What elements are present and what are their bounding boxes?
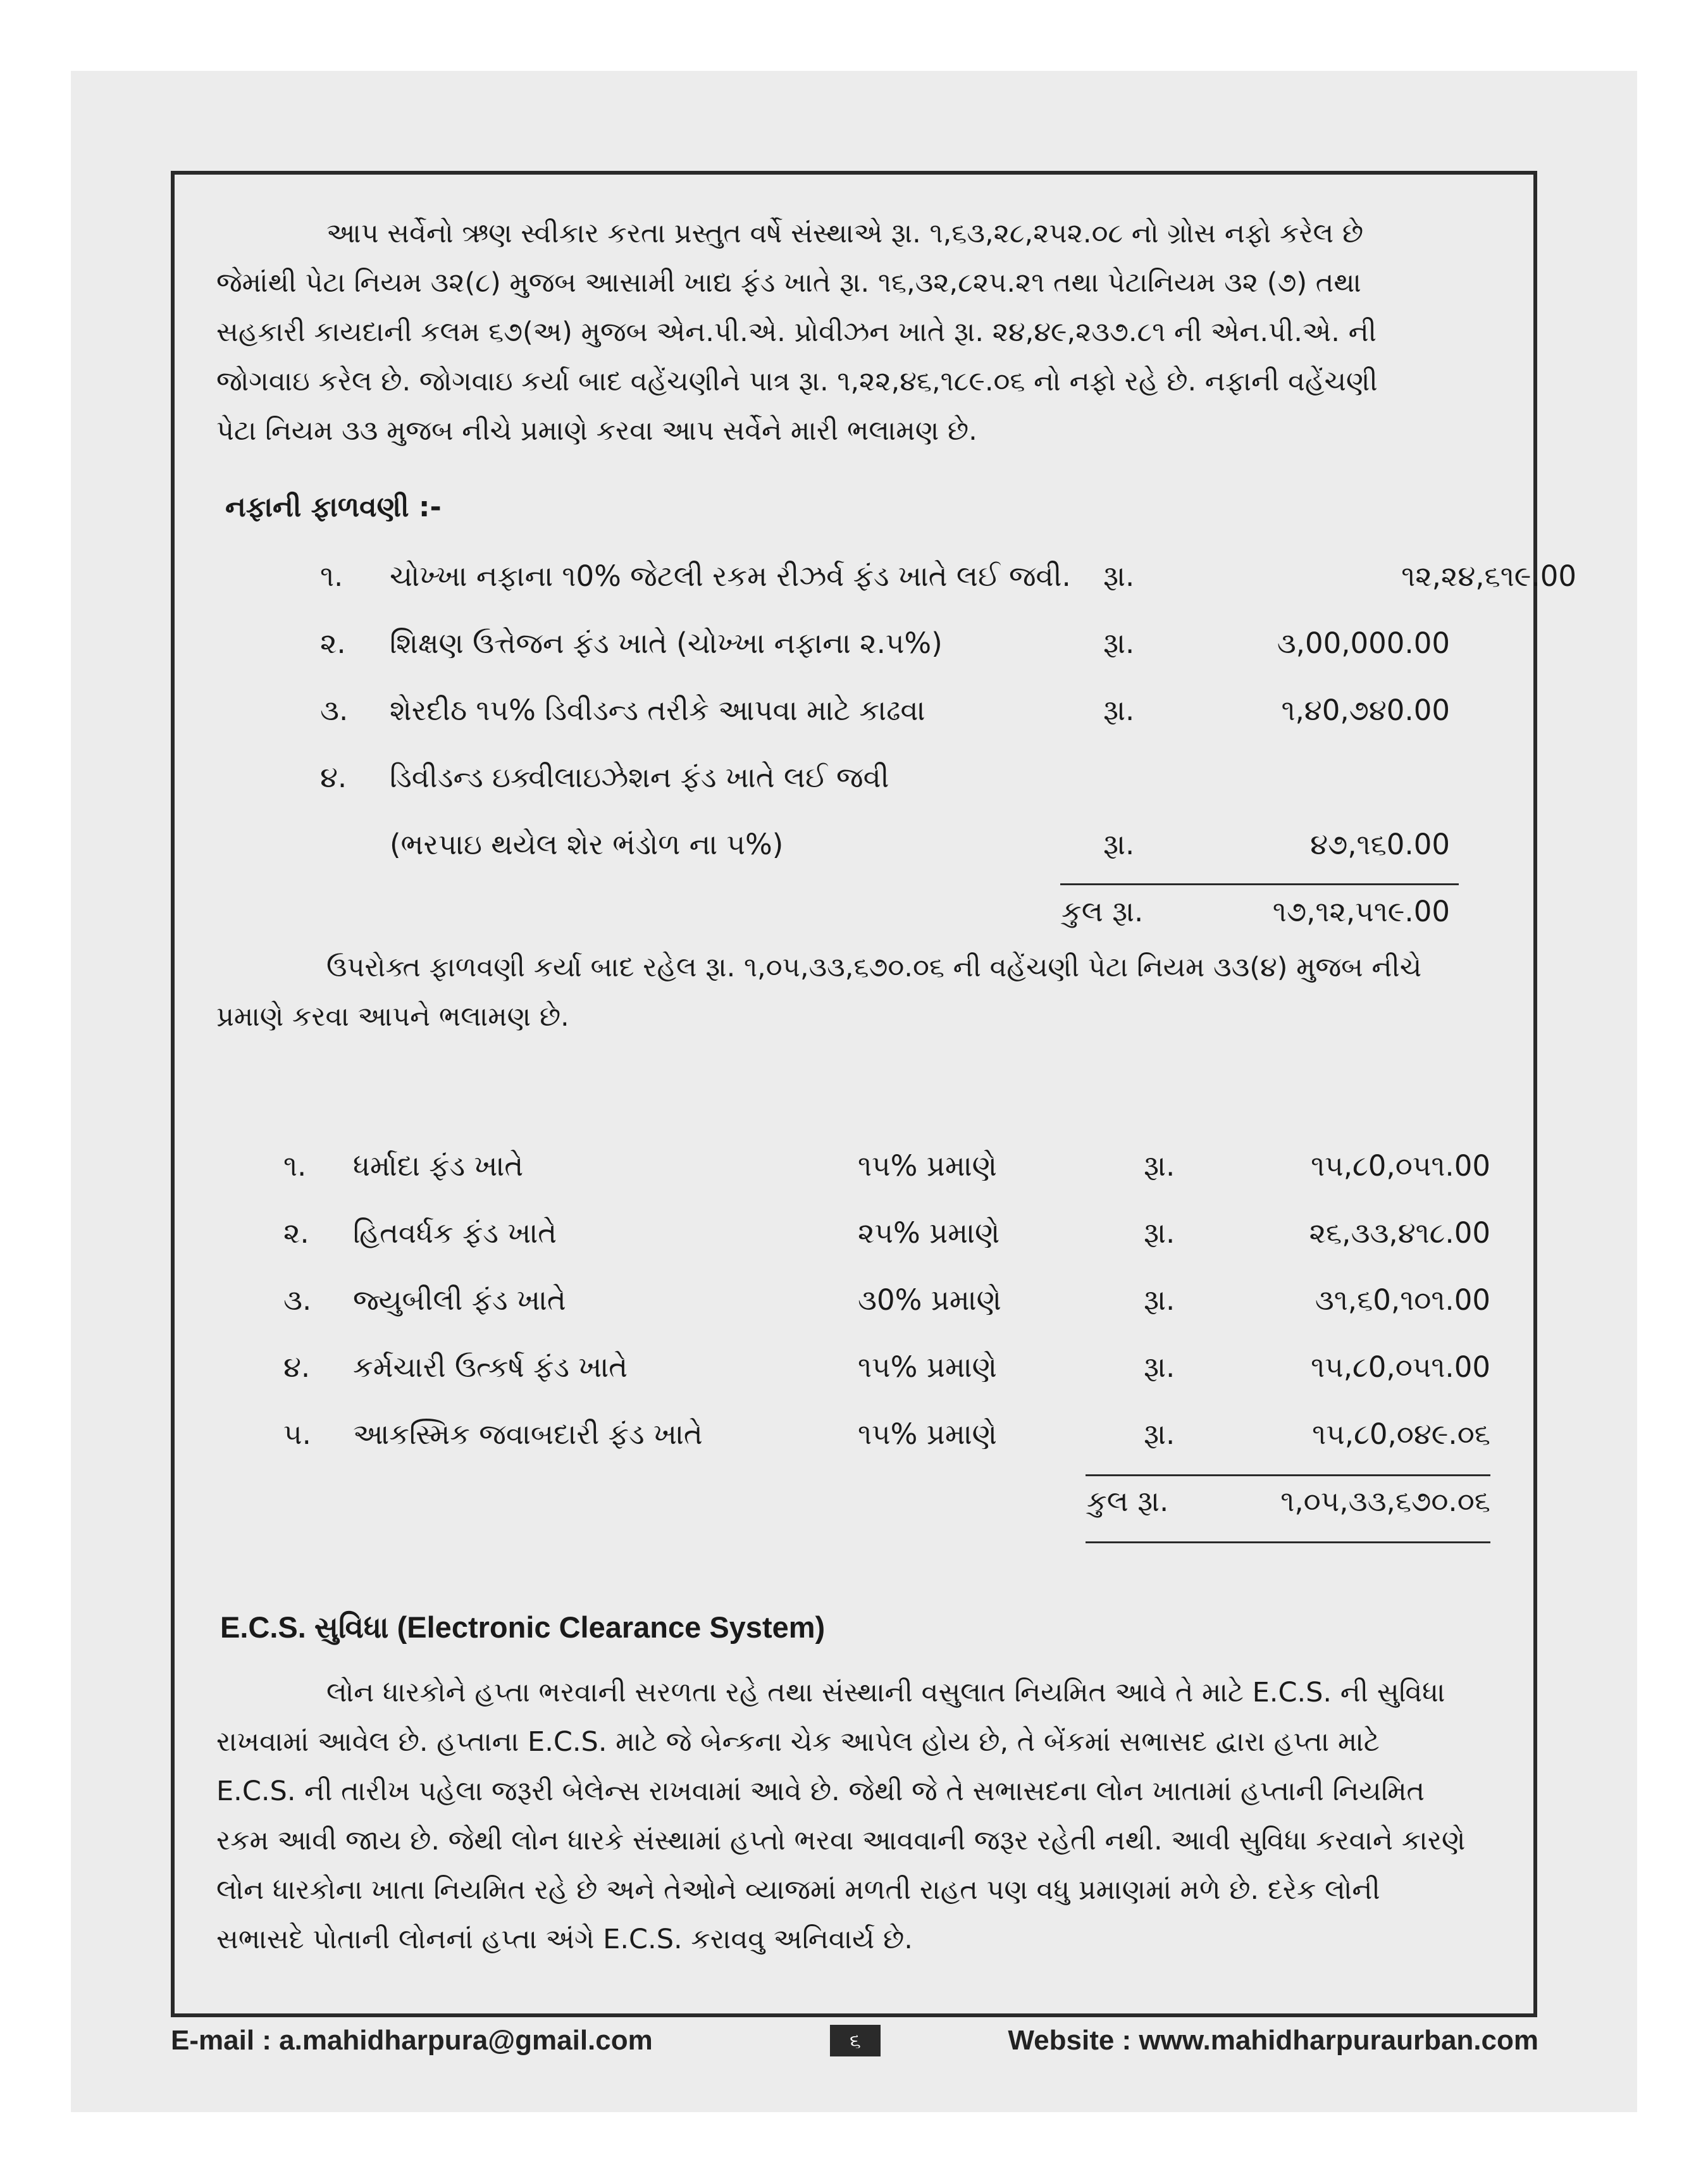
intro-paragraph (216, 209, 1499, 456)
intro-line: જેમાંથી પેટા નિયમ ૩૨(૮) મુજબ આસામી ખાદ્ય ફંડ ખાતે રૂા. ૧૬,૩૨,૮૨૫.૨૧ તથા પેટાનિયમ ૩૨ (૭) તથા (216, 267, 1361, 299)
row-currency: રૂા. (1144, 1216, 1175, 1250)
row-number: ૧. (283, 1149, 307, 1183)
ecs-line: E.C.S. ની તારીખ પહેલા જરૂરી બેલેન્સ રાખવામાં આવે છે. જેથી જે તે સભાસદના લોન ખાતામાં હપ્તાની નિયમિત (216, 1776, 1425, 1807)
row-description: ડિવીડન્ડ ઇક્વીલાઇઝેશન ફંડ ખાતે લઈ જવી (390, 761, 889, 794)
row-amount: ૪૭,૧૬0.00 (1310, 828, 1450, 861)
row-number: ૩. (283, 1283, 312, 1317)
appropriation-heading: નફાની ફાળવણી :- (225, 491, 442, 523)
row-number: ૨. (283, 1216, 309, 1250)
intro-line: આપ સર્વેનો ઋણ સ્વીકાર કરતા પ્રસ્તુત વર્ષે સંસ્થાએ રૂા. ૧,૬૩,૨૮,૨૫૨.૦૮ નો ગ્રોસ નફો કરેલ છે (326, 218, 1364, 249)
row-description: જ્યુબીલી ફંડ ખાતે (353, 1283, 566, 1317)
row-percentage: ૨૫% પ્રમાણે (858, 1216, 1000, 1250)
row-percentage: ૧૫% પ્રમાણે (858, 1417, 997, 1451)
total-underline (1086, 1541, 1490, 1543)
intro-line: સહકારી કાયદાની કલમ ૬૭(અ) મુજબ એન.પી.એ. પ્રોવીઝન ખાતે રૂા. ૨૪,૪૯,૨૩૭.૮૧ ની એન.પી.એ. ની (216, 316, 1377, 348)
row-currency: રૂા. (1144, 1417, 1175, 1451)
row-description: શેરદીઠ ૧૫% ડિવીડન્ડ તરીકે આપવા માટે કાઢવા (390, 693, 925, 727)
total-label: કુલ રૂા. (1061, 895, 1144, 928)
ecs-line: રાખવામાં આવેલ છે. હપ્તાના E.C.S. માટે જે બેન્કના ચેક આપેલ હોય છે, તે બેંકમાં સભાસદ દ્વારા હપ્તા માટે (216, 1726, 1380, 1758)
ecs-heading: E.C.S. સુવિધા (Electronic Clearance System) (220, 1610, 826, 1644)
total-amount: ૧૭,૧૨,૫૧૯.00 (1272, 895, 1450, 928)
row-number: ૩. (320, 693, 349, 727)
row-amount: ૧૫,૮0,૦૫૧.00 (1311, 1350, 1490, 1384)
ecs-line: રકમ આવી જાય છે. જેથી લોન ધારકે સંસ્થામાં હપ્તો ભરવા આવવાની જરૂર રહેતી નથી. આવી સુવિધા કરવાને કારણે (216, 1825, 1466, 1856)
total-rule (1086, 1474, 1490, 1476)
row-description: ધર્માદા ફંડ ખાતે (353, 1149, 524, 1183)
intro-line: જોગવાઇ કરેલ છે. જોગવાઇ કર્યા બાદ વહેંચણીને પાત્ર રૂા. ૧,૨૨,૪૬,૧૮૯.૦૬ નો નફો રહે છે. નફાની વહેંચણી (216, 366, 1378, 397)
row-percentage: ૧૫% પ્રમાણે (858, 1149, 997, 1183)
content-frame (171, 171, 1576, 2017)
row-description: આકસ્મિક જવાબદારી ફંડ ખાતે (353, 1417, 703, 1451)
total-label: કુલ રૂા. (1087, 1484, 1169, 1518)
row-description: હિતવર્ધક ફંડ ખાતે (353, 1216, 557, 1250)
row-percentage: ૩0% પ્રમાણે (858, 1283, 1001, 1317)
distribution-line: પ્રમાણે કરવા આપને ભલામણ છે. (216, 1001, 569, 1033)
row-number: ૨. (320, 626, 346, 660)
distribution-paragraph (216, 943, 1499, 1042)
row-currency: રૂા. (1103, 828, 1135, 861)
ecs-line: સભાસદે પોતાની લોનનાં હપ્તા અંગે E.C.S. કરાવવુ અનિવાર્ય છે. (216, 1924, 913, 1955)
row-currency: રૂા. (1144, 1283, 1175, 1317)
row-amount: ૧૫,૮0,૦૪૯.૦૬ (1312, 1417, 1490, 1451)
row-number: ૫. (283, 1417, 311, 1451)
row-currency: રૂા. (1144, 1350, 1175, 1384)
row-description: ચોખ્ખા નફાના ૧0% જેટલી રકમ રીઝર્વ ફંડ ખાતે લઈ જવી. (390, 559, 1071, 593)
row-number: ૧. (320, 559, 343, 593)
row-amount: ૩૧,૬0,૧૦૧.00 (1315, 1283, 1490, 1317)
ecs-paragraph (216, 1668, 1499, 1964)
total-amount: ૧,૦૫,૩૩,૬૭૦.૦૬ (1280, 1484, 1490, 1518)
total-rule (1060, 883, 1459, 885)
row-description: કર્મચારી ઉત્કર્ષ ફંડ ખાતે (353, 1350, 628, 1384)
row-amount: ૩,00,000.00 (1277, 626, 1450, 660)
row-number: ૪. (283, 1350, 311, 1384)
intro-line: પેટા નિયમ ૩૩ મુજબ નીચે પ્રમાણે કરવા આપ સર્વેને મારી ભલામણ છે. (216, 415, 977, 447)
row-amount: ૨૬,૩૩,૪૧૮.00 (1309, 1216, 1490, 1250)
row-amount: ૧૨,૨૪,૬૧૯.00 (1401, 559, 1576, 593)
footer-website: Website : www.mahidharpuraurban.com (1008, 2025, 1538, 2056)
row-currency: રૂા. (1103, 559, 1135, 593)
row-description: (ભરપાઇ થયેલ શેર ભંડોળ ના ૫%) (390, 828, 784, 861)
distribution-line: ઉપરોક્ત ફાળવણી કર્યા બાદ રહેલ રૂા. ૧,૦૫,૩૩,૬૭૦.૦૬ ની વહેંચણી પેટા નિયમ ૩૩(૪) મુજબ નીચે (326, 952, 1422, 983)
row-amount: ૧,૪0,૭૪0.00 (1281, 693, 1450, 727)
row-percentage: ૧૫% પ્રમાણે (858, 1350, 997, 1384)
ecs-line: લોન ધારકોને હપ્તા ભરવાની સરળતા રહે તથા સંસ્થાની વસુલાત નિયમિત આવે તે માટે E.C.S. ની સુવિધા (326, 1677, 1445, 1708)
row-currency: રૂા. (1144, 1149, 1175, 1183)
row-amount: ૧૫,૮0,૦૫૧.00 (1311, 1149, 1490, 1183)
footer-email: E-mail : a.mahidharpura@gmail.com (171, 2025, 653, 2056)
row-number: ૪. (320, 761, 347, 794)
row-description: શિક્ષણ ઉત્તેજન ફંડ ખાતે (ચોખ્ખા નફાના ૨.૫%) (390, 626, 943, 660)
page-number: ૬ (830, 2025, 881, 2056)
ecs-line: લોન ધારકોના ખાતા નિયમિત રહે છે અને તેઓને વ્યાજમાં મળતી રાહત પણ વધુ પ્રમાણમાં મળે છે. દરેક લોની (216, 1874, 1380, 1906)
row-currency: રૂા. (1103, 626, 1135, 660)
row-currency: રૂા. (1103, 693, 1135, 727)
